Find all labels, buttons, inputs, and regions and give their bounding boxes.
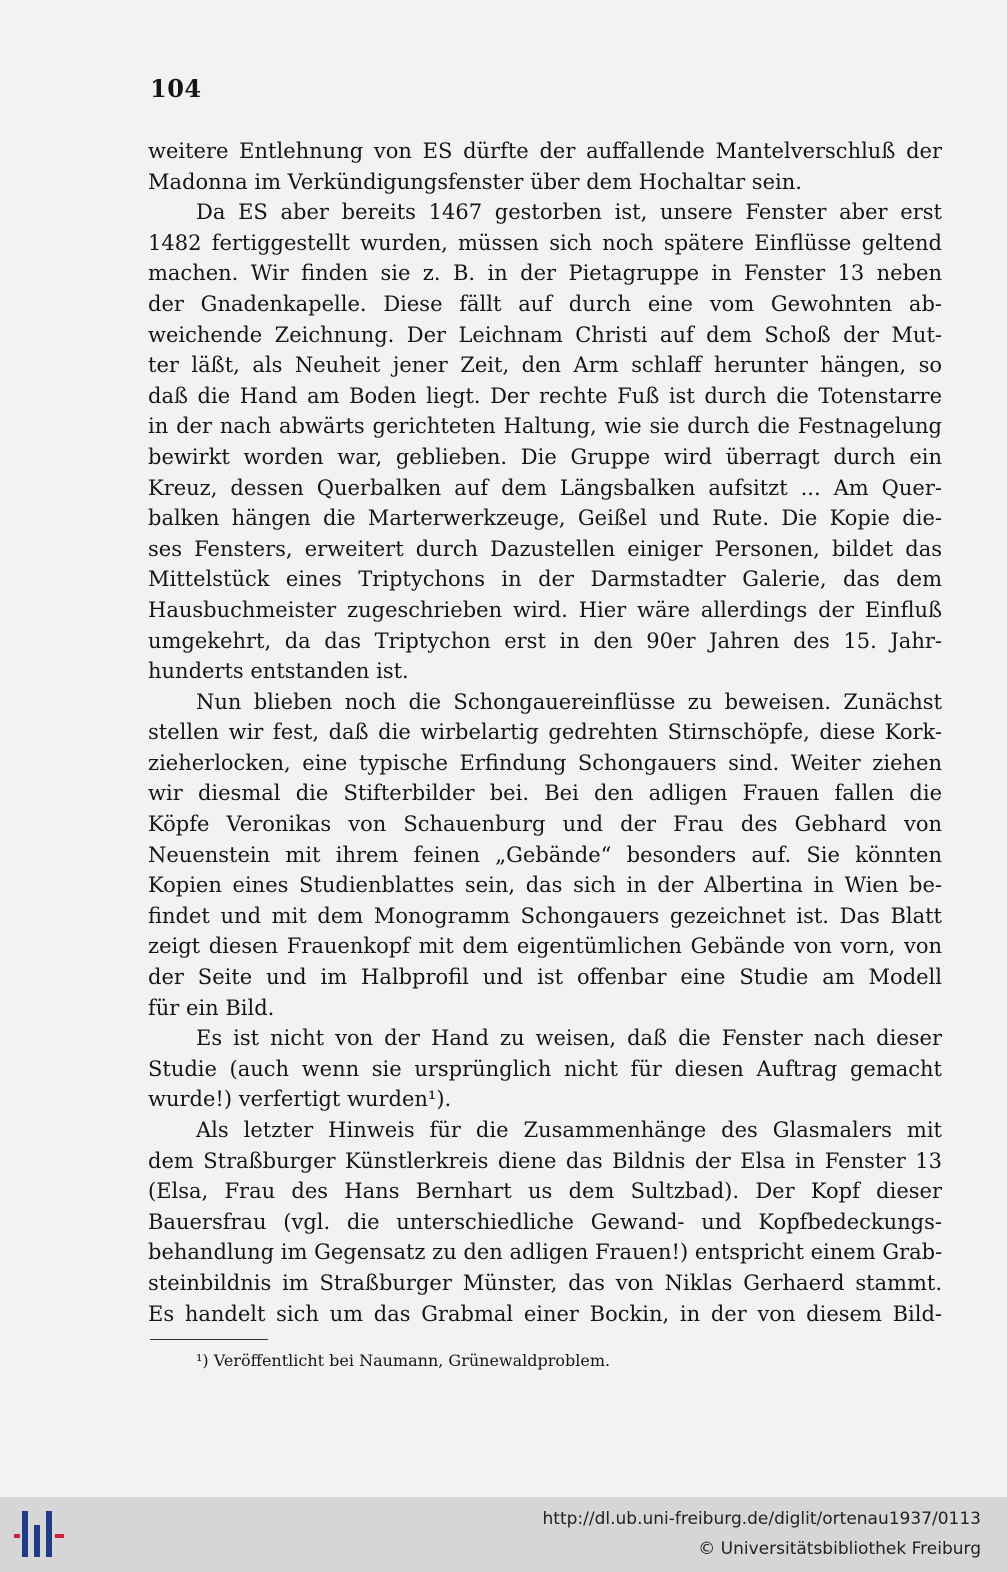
footnote-divider	[150, 1339, 268, 1340]
text-line: der Seite und im Halbprofil und ist offenbar eine Studie am Modell	[148, 965, 942, 990]
text-line: Mittelstück eines Triptychons in der Darmstadter Galerie, das dem	[148, 567, 942, 592]
text-line: ses Fensters, erweitert durch Dazustellen einiger Personen, bildet das	[148, 536, 942, 561]
text-line: Köpfe Veronikas von Schauenburg und der Frau des Gebhard von	[148, 812, 942, 837]
text-line: wir diesmal die Stifterbilder bei. Bei den adligen Frauen fallen die	[148, 781, 942, 806]
text-line: (Elsa, Frau des Hans Bernhart us dem Sultzbad). Der Kopf dieser	[148, 1179, 942, 1204]
text-line: daß die Hand am Boden liegt. Der rechte Fuß ist durch die Totenstarre	[148, 383, 942, 408]
viewer-footer	[0, 1497, 1007, 1572]
page-url-link[interactable]: http://dl.ub.uni-freiburg.de/diglit/ortenau1937/0113	[542, 1509, 981, 1529]
text-line: Kopien eines Studienblattes sein, das sich in der Albertina in Wien be-	[148, 873, 942, 898]
text-line: Kreuz, dessen Querbalken auf dem Längsbalken aufsitzt ... Am Quer-	[148, 475, 942, 500]
text-line: ter läßt, als Neuheit jener Zeit, den Arm schlaff herunter hängen, so	[148, 353, 942, 378]
text-line: Als letzter Hinweis für die Zusammenhänge des Glasmalers mit	[196, 1118, 942, 1142]
text-line: weichende Zeichnung. Der Leichnam Christi auf dem Schoß der Mut-	[148, 322, 942, 347]
text-line: behandlung im Gegensatz zu den adligen Frauen!) entspricht einem Grab-	[148, 1240, 942, 1265]
text-line: Hausbuchmeister zugeschrieben wird. Hier wäre allerdings der Einfluß	[148, 597, 942, 622]
text-line: 1482 fertiggestellt wurden, müssen sich noch spätere Einflüsse geltend	[148, 230, 942, 255]
text-line: machen. Wir finden sie z. B. in der Pietagruppe in Fenster 13 neben	[148, 261, 942, 286]
text-line: für ein Bild.	[148, 995, 275, 1020]
text-line: stellen wir fest, daß die wirbelartig gedrehten Stirnschöpfe, diese Kork-	[148, 720, 942, 745]
text-line: in der nach abwärts gerichteten Haltung, wie sie durch die Festnagelung	[148, 414, 942, 439]
copyright-notice: © Universitätsbibliothek Freiburg	[698, 1539, 981, 1559]
text-line: findet und mit dem Monogramm Schongauers gezeichnet ist. Das Blatt	[148, 903, 942, 928]
text-line: der Gnadenkapelle. Diese fällt auf durch eine vom Gewohnten ab-	[148, 291, 942, 316]
text-line: bewirkt worden war, geblieben. Die Gruppe wird überragt durch ein	[148, 444, 942, 469]
text-line: umgekehrt, da das Triptychon erst in den 90er Jahren des 15. Jahr-	[148, 628, 942, 653]
body-text	[148, 136, 942, 1329]
text-line: Neuenstein mit ihrem feinen „Gebände“ besonders auf. Sie könnten	[148, 842, 942, 867]
text-line: Studie (auch wenn sie ursprünglich nicht für diesen Auftrag gemacht	[148, 1056, 942, 1081]
text-line: wurde!) verfertigt wurden¹).	[148, 1087, 452, 1112]
text-line: hunderts entstanden ist.	[148, 659, 409, 684]
text-line: zeigt diesen Frauenkopf mit dem eigentümlichen Gebände von vorn, von	[148, 934, 942, 959]
text-line: Es ist nicht von der Hand zu weisen, daß die Fenster nach dieser	[196, 1026, 942, 1051]
footnote: ¹) Veröffentlicht bei Naumann, Grünewaldproblem.	[196, 1351, 611, 1370]
text-line: Da ES aber bereits 1467 gestorben ist, unsere Fenster aber erst	[196, 200, 942, 225]
text-line: weitere Entlehnung von ES dürfte der auffallende Mantelverschluß der	[148, 139, 942, 163]
text-line: Es handelt sich um das Grabmal einer Bockin, in der von diesem Bild-	[148, 1301, 942, 1326]
ub-freiburg-logo-icon	[12, 1507, 66, 1561]
text-line: Madonna im Verkündigungsfenster über dem Hochaltar sein.	[148, 169, 802, 194]
page-number: 104	[150, 74, 202, 103]
text-line: steinbildnis im Straßburger Münster, das von Niklas Gerhaerd stammt.	[148, 1270, 942, 1295]
text-line: Bauersfrau (vgl. die unterschiedliche Gewand- und Kopfbedeckungs-	[148, 1209, 942, 1234]
text-line: Nun blieben noch die Schongauereinflüsse zu beweisen. Zunächst	[196, 689, 942, 714]
text-line: zieherlocken, eine typische Erfindung Schongauers sind. Weiter ziehen	[148, 750, 942, 775]
text-line: balken hängen die Marterwerkzeuge, Geißel und Rute. Die Kopie die-	[148, 506, 942, 531]
text-line: dem Straßburger Künstlerkreis diene das Bildnis der Elsa in Fenster 13	[148, 1148, 942, 1173]
